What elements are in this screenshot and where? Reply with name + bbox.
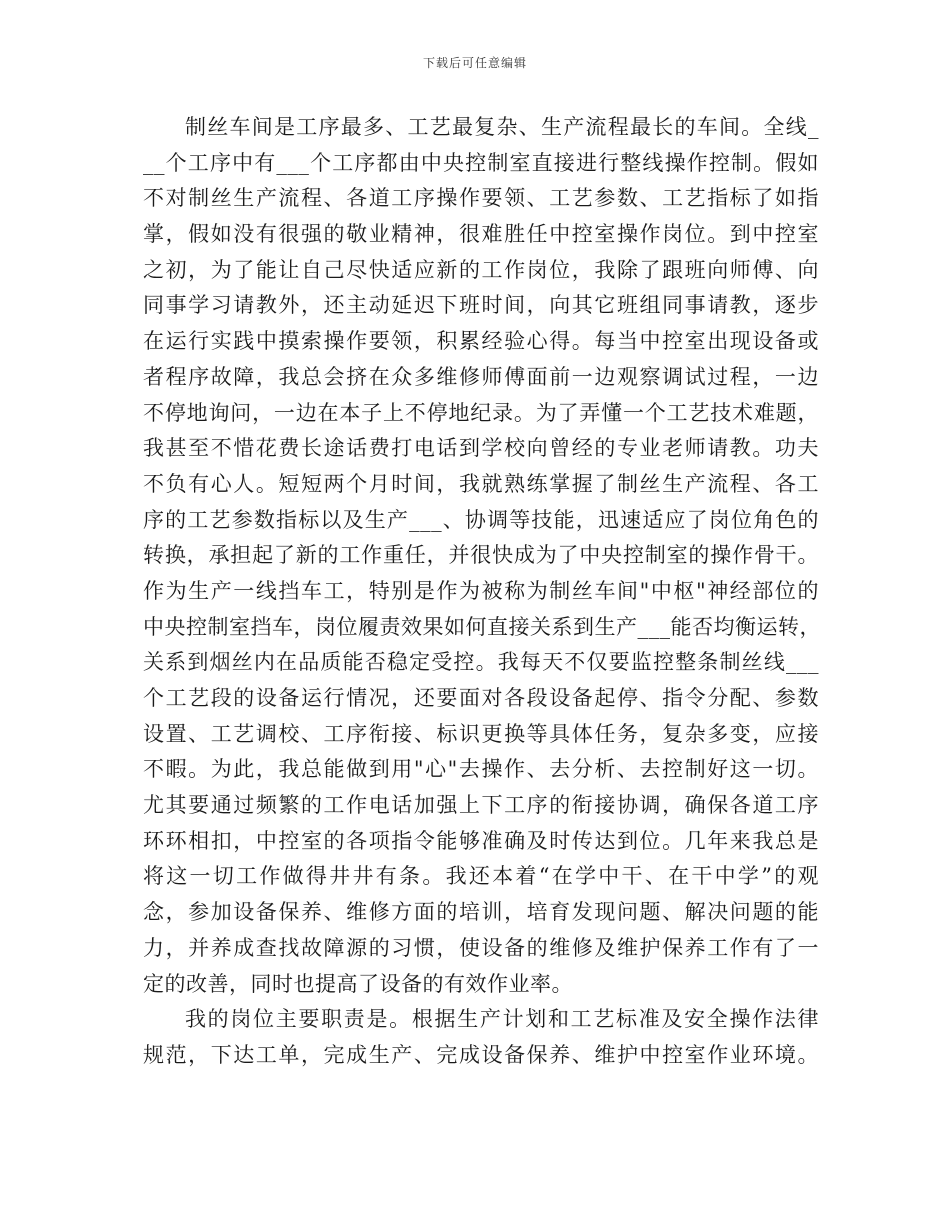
text-line: 中央控制室挡车，岗位履责效果如何直接关系到生产___能否均衡运转， [143,614,821,639]
text-line: __个工序中有___个工序都由中央控制室直接进行整线操作控制。假如 [143,150,819,175]
text-line: 制丝车间是工序最多、工艺最复杂、生产流程最长的车间。全线_ [185,115,819,139]
text-line: 个工艺段的设备运行情况，还要面对各段设备起停、指令分配、参数 [143,686,819,710]
document-body [143,110,819,1074]
text-line: 规范，下达工单，完成生产、完成设备保养、维护中控室作业环境。 [143,1042,819,1067]
page-header: 下载后可任意编辑 [422,56,527,70]
text-line: 力，并养成查找故障源的习惯，使设备的维修及维护保养工作有了一 [143,935,819,960]
text-line: 者程序故障，我总会挤在众多维修师傅面前一边观察调试过程，一边 [143,364,819,389]
text-line: 作为生产一线挡车工，特别是作为被称为制丝车间"中枢"神经部位的 [143,578,819,603]
text-line: 掌，假如没有很强的敬业精神，很难胜任中控室操作岗位。到中控室 [143,222,819,247]
text-line: 不暇。为此，我总能做到用"心"去操作、去分析、去控制好这一切。 [143,757,819,782]
text-line: 不停地询问，一边在本子上不停地纪录。为了弄懂一个工艺技术难题， [143,400,819,425]
text-line: 在运行实践中摸索操作要领，积累经验心得。每当中控室出现设备或 [143,329,819,354]
text-line: 环环相扣，中控室的各项指令能够准确及时传达到位。几年来我总是 [143,828,819,853]
text-line: 同事学习请教外，还主动延迟下班时间，向其它班组同事请教，逐步 [143,293,819,318]
text-line: 不负有心人。短短两个月时间，我就熟练掌握了制丝生产流程、各工 [143,471,819,496]
text-line: 不对制丝生产流程、各道工序操作要领、工艺参数、工艺指标了如指 [143,186,819,211]
text-line: 设置、工艺调校、工序衔接、标识更换等具体任务，复杂多变，应接 [143,721,819,746]
text-line: 我的岗位主要职责是。根据生产计划和工艺标准及安全操作法律 [185,1007,819,1032]
text-line: 之初，为了能让自己尽快适应新的工作岗位，我除了跟班向师傅、向 [143,257,819,282]
text-line: 转换，承担起了新的工作重任，并很快成为了中央控制室的操作骨干。 [143,543,819,568]
paragraph-job-responsibilities [143,1002,819,1073]
text-line: 念，参加设备保养、维修方面的培训，培育发现问题、解决问题的能 [143,900,819,925]
text-line: 我甚至不惜花费长途话费打电话到学校向曾经的专业老师请教。功夫 [143,436,819,461]
text-line: 将这一切工作做得井井有条。我还本着“在学中干、在干中学”的观 [143,864,819,889]
paragraph-duties-description [143,110,819,1002]
text-line: 序的工艺参数指标以及生产___、协调等技能，迅速适应了岗位角色的 [143,507,819,532]
text-line: 尤其要通过频繁的工作电话加强上下工序的衔接协调，确保各道工序 [143,793,819,818]
text-line: 定的改善，同时也提高了设备的有效作业率。 [143,971,573,996]
text-line: 关系到烟丝内在品质能否稳定受控。我每天不仅要监控整条制丝线___ [143,650,819,675]
